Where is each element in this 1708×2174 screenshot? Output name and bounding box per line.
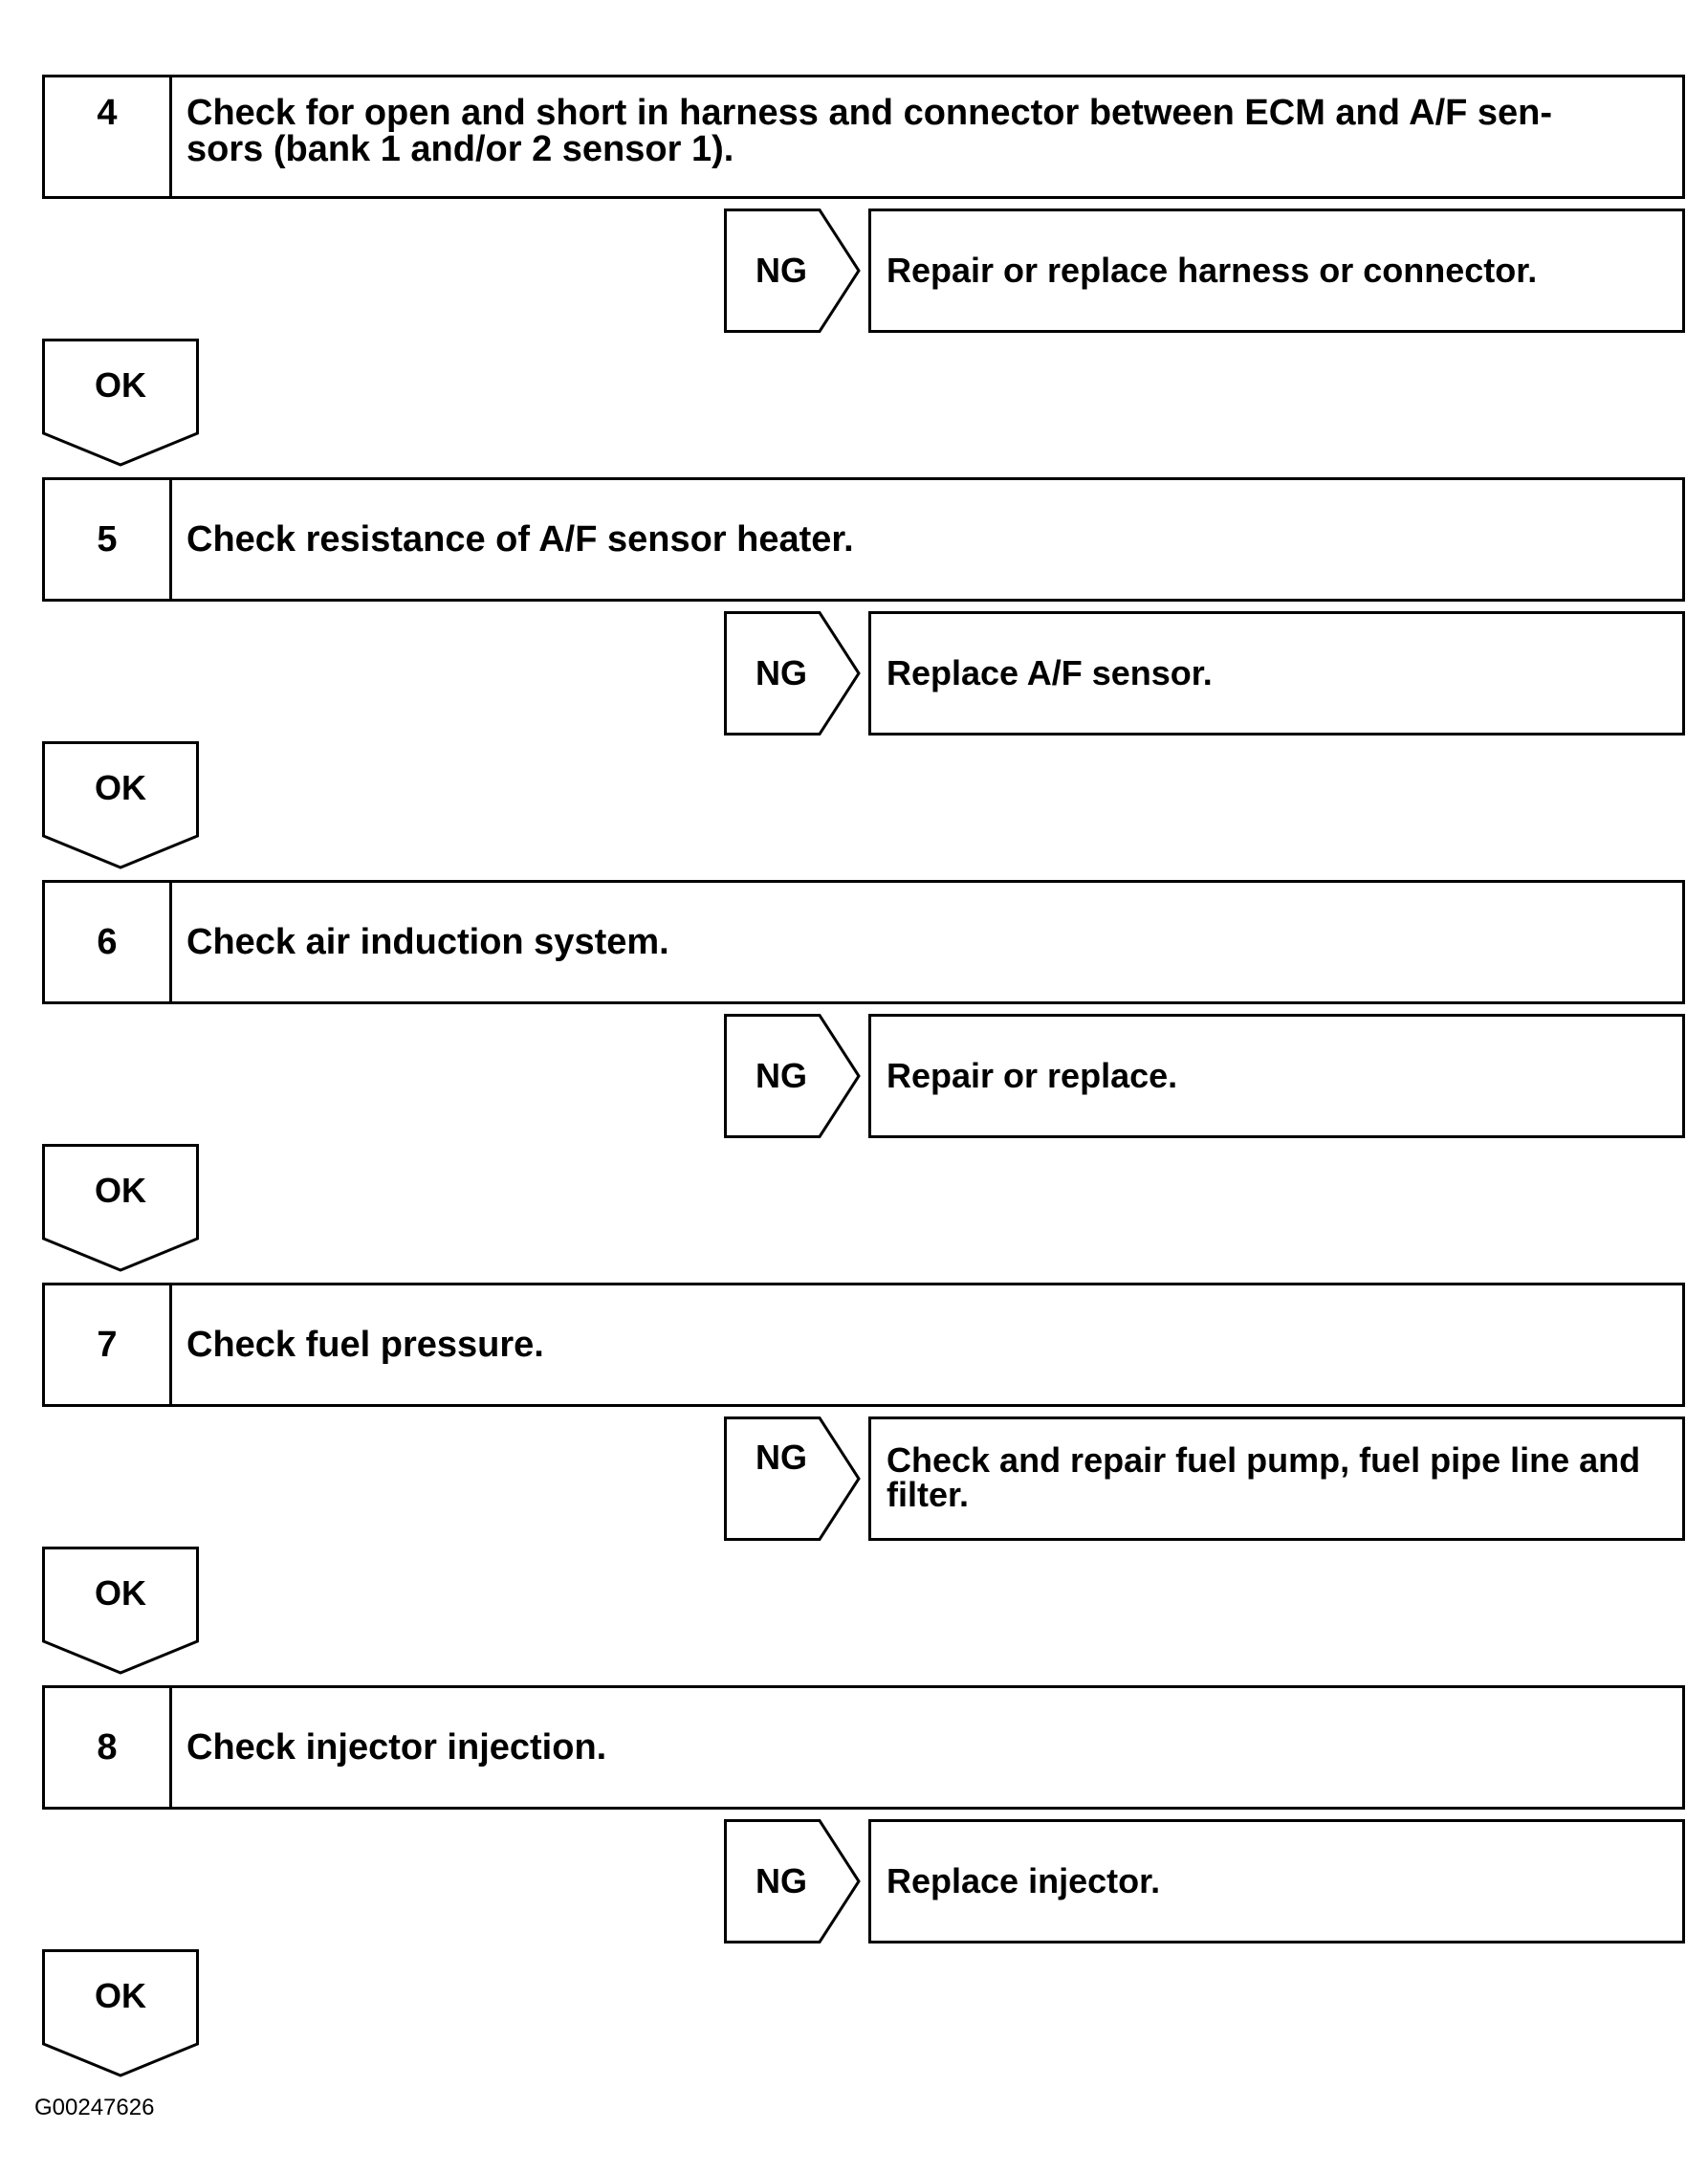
ng-action-box [868,209,1685,333]
step-5-box [42,477,1685,602]
ng-action-lines [887,253,1537,288]
ng-action-line: filter. [887,1475,970,1514]
step-instruction-line: Check air induction system. [186,922,669,962]
step-instruction-line: Check injector injection. [186,1727,607,1768]
step-instruction-line: Check fuel pressure. [186,1325,544,1365]
ng-action-lines [887,1440,1641,1514]
step-7-box [42,1283,1685,1407]
step-number: 6 [45,883,172,1001]
ok-arrow-tag [42,339,199,467]
ng-label: NG [755,1438,807,1477]
ok-label: OK [95,768,146,807]
ok-arrow-tag [42,1949,199,2077]
step-instruction-lines [186,521,854,558]
ng-arrow-tag [724,209,863,333]
step-number: 4 [45,77,172,196]
step-instruction [186,480,1653,599]
ng-action-line: Replace injector. [887,1861,1161,1900]
ng-action-box [868,1819,1685,1943]
step-6-box [42,880,1685,1004]
step-instruction-lines [186,95,1552,167]
step-number: 5 [45,480,172,599]
ng-action-line: Repair or replace harness or connector. [887,251,1538,290]
ng-label: NG [755,1056,807,1095]
ok-arrow-tag [42,1144,199,1272]
step-number: 8 [45,1688,172,1807]
ok-arrow-tag [42,1547,199,1675]
ok-label: OK [95,365,146,405]
ng-action-lines [887,1056,1178,1095]
step-instruction-line: Check for open and short in harness and connector between ECM and A/F sen- [186,93,1553,133]
ng-label: NG [755,653,807,692]
step-instruction [186,883,1653,1001]
ng-arrow-tag [724,611,863,736]
ng-arrow-tag [724,1819,863,1943]
ng-label: NG [755,1861,807,1900]
ok-label: OK [95,1171,146,1210]
step-8-box [42,1685,1685,1810]
ng-action-box [868,1014,1685,1138]
ng-action-box [868,611,1685,736]
ng-label: NG [755,251,807,290]
step-instruction [186,1688,1653,1807]
ng-action-line: Replace A/F sensor. [887,653,1213,692]
ng-action-line: Check and repair fuel pump, fuel pipe line and [887,1440,1641,1480]
step-instruction-lines [186,1327,544,1363]
step-instruction-lines [186,924,669,960]
step-instruction-lines [186,1729,606,1766]
step-instruction [186,1285,1653,1404]
step-number: 7 [45,1285,172,1404]
ng-arrow-tag [724,1416,863,1541]
ok-arrow-tag [42,741,199,869]
ng-action-line: Repair or replace. [887,1056,1178,1095]
step-4-box [42,75,1685,199]
step-instruction [186,77,1653,196]
ng-arrow-tag [724,1014,863,1138]
step-instruction-line: Check resistance of A/F sensor heater. [186,519,854,560]
ng-action-lines [887,1861,1161,1900]
ng-action-box [868,1416,1685,1541]
step-instruction-line: sors (bank 1 and/or 2 sensor 1). [186,129,734,169]
ok-label: OK [95,1976,146,2015]
ok-label: OK [95,1573,146,1613]
ng-action-lines [887,653,1213,692]
figure-id: G00247626 [34,2095,155,2120]
